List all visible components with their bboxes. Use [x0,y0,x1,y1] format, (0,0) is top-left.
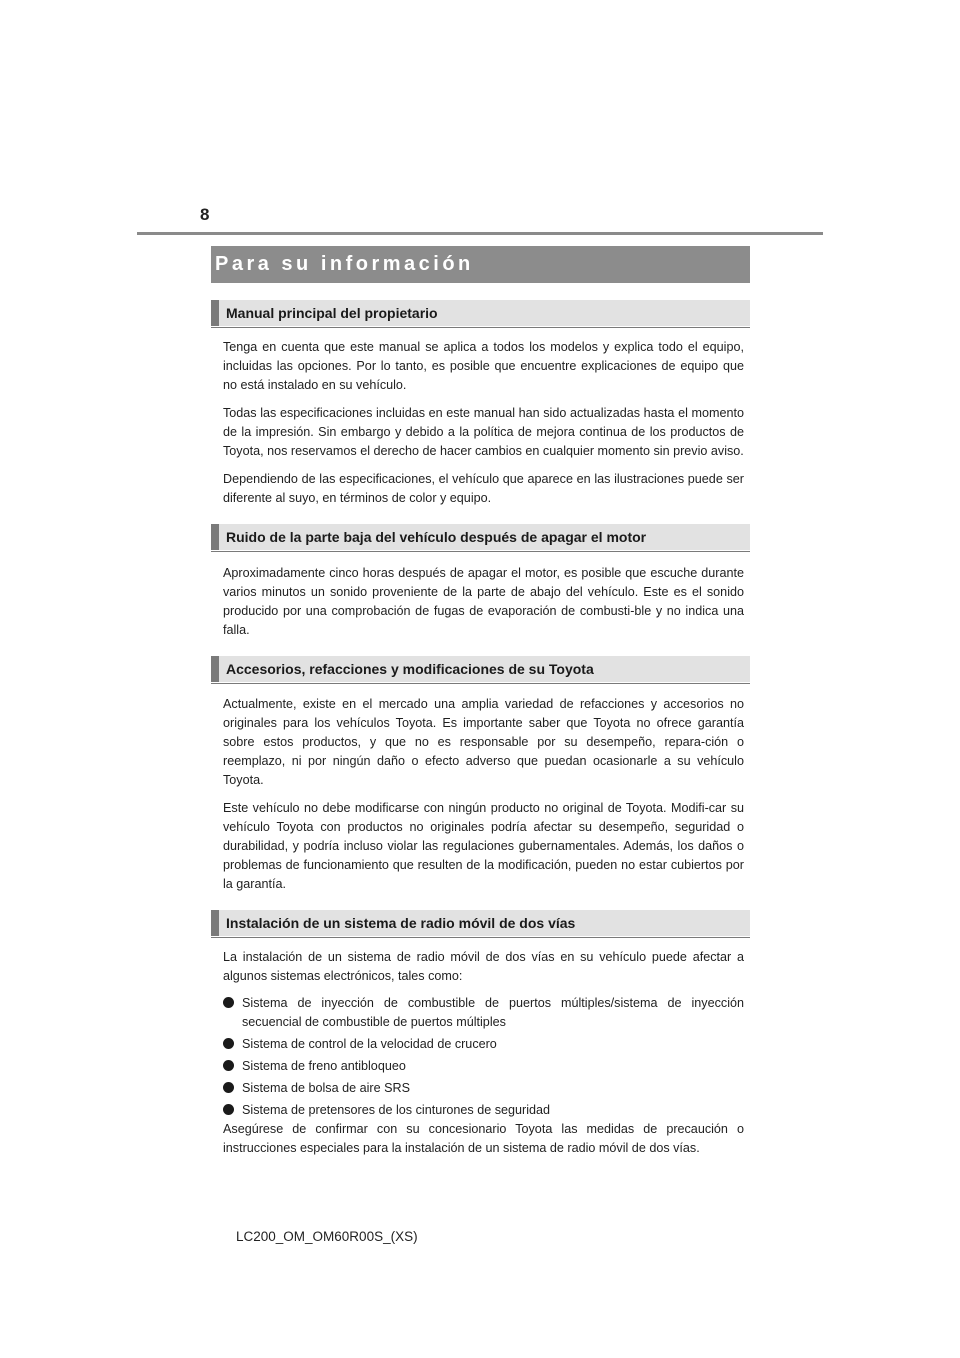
list-item-text: Sistema de pretensores de los cinturones de seguridad [242,1103,551,1117]
section-body [211,948,750,1158]
bullet-icon [223,1104,234,1115]
bullet-icon [223,997,234,1008]
section-two-way-radio [211,910,750,1158]
list-item-text: Sistema de freno antibloqueo [242,1059,406,1073]
list-item [223,994,744,1032]
section-heading: Instalación de un sistema de radio móvil de dos vías [211,910,750,936]
section-underbody-noise [211,524,750,640]
list-item [223,1079,744,1098]
section-body [211,695,750,894]
list-item-text: Sistema de inyección de combustible de puertos múltiples/sistema de inyección secuencial de combustible de puertos múltiples [242,996,744,1029]
section-heading: Accesorios, refacciones y modificaciones de su Toyota [211,656,750,682]
page-number: 8 [200,205,210,224]
section-body [211,338,750,508]
paragraph: Tenga en cuenta que este manual se aplica a todos los modelos y explica todo el equipo, incluidas las opciones. Por lo tanto, es posible que encuentre explicaciones de equipo que no está instalado en su vehículo. [223,340,744,392]
paragraph: Todas las especificaciones incluidas en este manual han sido actualizadas hasta el momento de la impresión. Sin embargo y debido a la política de mejora continua de los productos de Toyota, nos reservamos el derecho de hacer cambios en cualquier momento sin previo aviso. [223,406,744,458]
section-heading: Manual principal del propietario [211,300,750,326]
list-item [223,1057,744,1076]
list-item [223,1101,744,1120]
list-item-text: Sistema de control de la velocidad de crucero [242,1037,497,1051]
bullet-icon [223,1038,234,1049]
paragraph-closing: Asegúrese de confirmar con su concesionario Toyota las medidas de precaución o instrucciones especiales para la instalación de un sistema de radio móvil de dos vías. [223,1122,744,1155]
section-heading: Ruido de la parte baja del vehículo después de apagar el motor [211,524,750,550]
page-title [211,246,750,283]
paragraph: Dependiendo de las especificaciones, el vehículo que aparece en las ilustraciones puede ser diferente al suyo, en términos de color y equipo. [223,472,744,505]
bullet-icon [223,1082,234,1093]
list-item-text: Sistema de bolsa de aire SRS [242,1081,411,1095]
top-divider [137,232,823,235]
paragraph: Actualmente, existe en el mercado una amplia variedad de refacciones y accesorios no originales para los vehículos Toyota. Es importante saber que Toyota no ofrece garantía sobre estos productos, y que no es responsable por su desempeño, repara-ción o reemplazo, ni por ningún daño o efecto adverso que puedan ocasionarle a su vehículo Toyota. [223,697,744,787]
paragraph: Este vehículo no debe modificarse con ningún producto no original de Toyota. Modifi-car su vehículo Toyota con productos no originales podría afectar su desempeño, seguridad o durabilidad, y podría incluso violar las regulaciones gubernamentales. Además, los daños o problemas de funcionamiento que resulten de la modificación, pueden no estar cubiertos por la garantía. [223,801,744,891]
section-owners-manual [211,300,750,508]
footer-code: LC200_OM_OM60R00S_(XS) [236,1229,418,1244]
bullet-list [223,994,744,1120]
main-content [211,300,750,1158]
paragraph-intro: La instalación de un sistema de radio móvil de dos vías en su vehículo puede afectar a algunos sistemas electrónicos, tales como: [223,950,744,983]
section-accessories [211,656,750,894]
paragraph: Aproximadamente cinco horas después de apagar el motor, es posible que escuche durante varios minutos un sonido proveniente de la parte de abajo del vehículo. Este es el sonido producido por una comprobación de fugas de evaporación de combusti-ble y no indica una falla. [223,566,744,637]
page-title-text: Para su información [215,253,474,275]
section-body [211,564,750,640]
bullet-icon [223,1060,234,1071]
list-item [223,1035,744,1054]
